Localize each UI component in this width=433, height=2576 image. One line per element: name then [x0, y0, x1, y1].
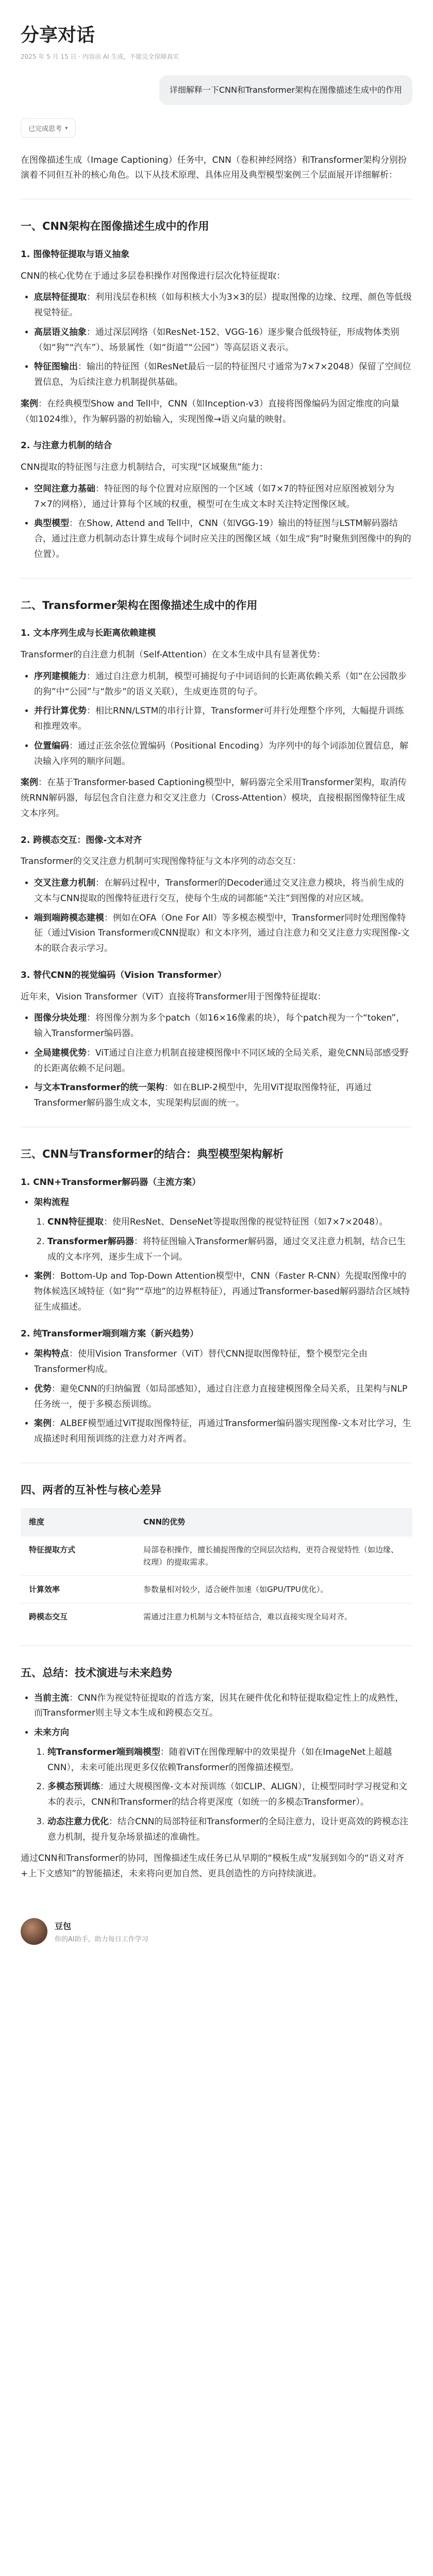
list-item: • 端到端跨模态建模：例如在OFA（One For All）等多模态模型中，Transformer同时处理图像特征（通过Vision Transformer或CNN提取）和文本序列，通过自注意力和交叉注意力实现图像-文本的联合表示学习。	[34, 911, 412, 957]
list-item: 3. 动态注意力优化：结合CNN的局部特征和Transformer的全局注意力，设计更高效的跨模态注意力机制，提升复杂场景描述的准确性。	[47, 1815, 412, 1845]
table-row	[21, 1536, 412, 1575]
author-desc: 你的AI助手，助力每日工作学习	[55, 1935, 148, 1943]
table-header-row	[21, 1508, 412, 1536]
thinking-label: 已完成思考	[28, 125, 62, 133]
table-cell: 跨模态交互	[21, 1603, 135, 1630]
list-item: 2. 多模态预训练：通过大规模图像-文本对预训练（如CLIP、ALIGN），让模型同时学习视觉和文本的表示，CNN和Transformer的结合将更深度（如统一的多模态Transformer）。	[47, 1780, 412, 1810]
user-message-row	[21, 75, 412, 105]
avatar	[21, 1918, 47, 1945]
case-paragraph: 案例：在基于Transformer-based Captioning模型中，解码器完全采用Transformer架构，取消传统RNN解码器，每层包含自注意力和交叉注意力（Cross-Attention）模块，直接根据图像特征生成文本序列。	[21, 777, 407, 819]
table-row	[21, 1603, 412, 1630]
table-header-cell: 维度	[21, 1508, 135, 1536]
list-item: • 未来方向 1. 纯Transformer端到端模型：随着ViT在图像理解中的效果提升（如在ImageNet上超越CNN），未来可能出现更多仅依赖Transformer的图像描述模型。 2. 多模态预训练：通过大规模图像-文本对预训练（如CLIP、ALIGN），让模型同时学习视觉和文本的表示，CNN和Transformer的结合将更深度（如统一的多模态Transformer）。 3. 动态注意力优化：结合CNN的局部特征和Transformer的全局注意力，设计更高效的跨模态注意力机制，提升复杂场景描述的准确性。	[34, 1725, 412, 1845]
bullet-list	[21, 1195, 412, 1315]
author-name: 豆包	[55, 1921, 72, 1931]
bullet-list	[21, 290, 412, 391]
list-item: • 特征图输出：输出的特征图（如ResNet最后一层的特征图尺寸通常为7×7×2048）保留了空间位置信息，为后续注意力机制提供基础。	[34, 360, 412, 391]
page-title: 分享对话	[21, 25, 95, 46]
list-item: • 并行计算优势：相比RNN/LSTM的串行计算，Transformer可并行处理整个序列，大幅提升训练和推理效率。	[34, 704, 412, 735]
list-item: • 案例：ALBEF模型通过ViT提取图像特征，再通过Transformer编码器实现图像-文本对比学习，生成描述时利用预训练的注意力对齐两者。	[34, 1416, 412, 1447]
subsection-heading: 2. 跨模态交互：图像-文本对齐	[21, 835, 142, 845]
chevron-down-icon: ▾	[65, 124, 68, 131]
list-item: • 当前主流：CNN作为视觉特征提取的首选方案，因其在硬件优化和特征提取稳定性上的成熟性，而Transformer则主导文本生成和跨模态交互。	[34, 1691, 412, 1722]
paragraph: CNN的核心优势在于通过多层卷积操作对图像进行层次化特征提取：	[21, 270, 286, 281]
table-cell: 计算效率	[21, 1575, 135, 1603]
list-item: • 案例：Bottom-Up and Top-Down Attention模型中，CNN（Faster R-CNN）先提取图像中的物体候选区域特征（如“狗”“草地”的边界框特征），再通过Transformer-based解码器结合区域特征生成描述。	[34, 1269, 412, 1315]
paragraph: Transformer的自注意力机制（Self-Attention）在文本生成中具有显著优势：	[21, 650, 326, 660]
list-item: 1. 纯Transformer端到端模型：随着ViT在图像理解中的效果提升（如在ImageNet上超越CNN），未来可能出现更多仅依赖Transformer的图像描述模型。	[47, 1745, 412, 1776]
numbered-list	[34, 1745, 412, 1845]
bullet-list	[21, 669, 412, 770]
section-heading: 二、Transformer架构在图像描述生成中的作用	[21, 599, 258, 612]
paragraph: CNN提取的特征图与注意力机制结合，可实现“区域聚焦”能力：	[21, 462, 268, 473]
section-heading: 四、两者的互补性与核心差异	[21, 1483, 161, 1496]
page-meta: 2025 年 5 月 15 日 · 内容由 AI 生成，不能完全保障真实	[21, 53, 179, 60]
list-item: • 序列建模能力：通过自注意力机制，模型可捕捉句子中词语间的长距离依赖关系（如“在公园散步的狗”中“公园”与“散步”的语义关联），生成更连贯的句子。	[34, 669, 412, 700]
bullet-list	[21, 876, 412, 957]
list-item: • 与文本Transformer的统一架构：如在BLIP-2模型中，先用ViT提取图像特征，再通过Transformer解码器生成文本，实现架构层面的统一。	[34, 1080, 412, 1111]
list-item: • 高层语义抽象：通过深层网络（如ResNet-152、VGG-16）逐步聚合低级特征，形成物体类别（如“狗”“汽车”）、场景属性（如“街道”“公园”）等高层语义表示。	[34, 325, 412, 356]
subsection-heading: 1. 图像特征提取与语义抽象	[21, 249, 130, 260]
table-row	[21, 1575, 412, 1603]
list-item: • 交叉注意力机制：在解码过程中，Transformer的Decoder通过交叉注意力模块，将当前生成的文本与CNN提取的图像特征进行交互，使每个生成的词都能“关注”到图像的对应区域。	[34, 876, 412, 907]
bullet-list	[21, 1691, 412, 1845]
author-info	[55, 1920, 148, 1943]
list-item: 2. Transformer解码器：将特征图输入Transformer解码器，通过交叉注意力机制，结合已生成的文本序列，逐步生成下一个词。	[47, 1234, 412, 1265]
subsection-heading: 2. 与注意力机制的结合	[21, 440, 112, 451]
list-item: • 全局建模优势：ViT通过自注意力机制直接建模图像中不同区域的全局关系，避免CNN局部感受野的长距离依赖不足问题。	[34, 1046, 412, 1077]
table-header-cell: CNN的优势	[135, 1508, 412, 1536]
list-item: • 架构特点：使用Vision Transformer（ViT）替代CNN提取图像特征，整个模型完全由Transformer构成。	[34, 1347, 412, 1378]
list-item: • 优势：避免CNN的归纳偏置（如局部感知），通过自注意力直接建模图像全局关系，且架构与NLP任务统一，便于多模态预训练。	[34, 1382, 412, 1413]
list-item: • 空间注意力基础：特征图的每个位置对应原图的一个区域（如7×7的特征图对应原图被划分为7×7的网格），通过计算每个区域的权重，模型可在生成文本时关注特定图像区域。	[34, 482, 412, 513]
comparison-table	[21, 1508, 412, 1630]
subsection-heading: 2. 纯Transformer端到端方案（新兴趋势）	[21, 1328, 199, 1339]
subsection-heading: 1. CNN+Transformer解码器（主流方案）	[21, 1177, 201, 1188]
list-item: • 架构流程 1. CNN特征提取：使用ResNet、DenseNet等提取图像的视觉特征图（如7×7×2048）。 2. Transformer解码器：将特征图输入Transformer解码器，通过交叉注意力机制，结合已生成的文本序列，逐步生成下一个词。	[34, 1195, 412, 1265]
list-item: • 典型模型：在Show, Attend and Tell中，CNN（如VGG-19）输出的特征图与LSTM解码器结合，通过注意力机制动态计算生成每个词时应关注的图像区域（如生成“狗”时聚焦到图像中的狗的位置）。	[34, 516, 412, 562]
bullet-list	[21, 1011, 412, 1111]
paragraph: 近年来，Vision Transformer（ViT）直接将Transformer用于图像特征提取：	[21, 991, 326, 1002]
author-card[interactable]	[21, 1918, 412, 1945]
case-paragraph: 案例：在经典模型Show and Tell中，CNN（如Inception-v3）直接将图像编码为固定维度的向量（如1024维），作为解码器的初始输入，实现图像→语义向量的映射。	[21, 398, 399, 425]
thinking-toggle[interactable]	[21, 118, 76, 138]
list-item: • 底层特征提取：利用浅层卷积核（如每积核大小为3×3的层）提取图像的边缘、纹理、颜色等低级视觉特征。	[34, 290, 412, 321]
table-cell: 需通过注意力机制与文本特征结合，难以直接实现全局对齐。	[135, 1603, 412, 1630]
paragraph: Transformer的交叉注意力机制可实现图像特征与文本序列的动态交互：	[21, 856, 302, 867]
bullet-list	[21, 482, 412, 563]
subsection-heading: 1. 文本序列生成与长距离依赖建模	[21, 628, 156, 639]
numbered-list	[34, 1215, 412, 1265]
list-item: 1. CNN特征提取：使用ResNet、DenseNet等提取图像的视觉特征图（如7×7×2048）。	[47, 1215, 412, 1230]
assistant-answer	[21, 153, 412, 1882]
divider	[21, 578, 412, 579]
table-cell: 特征提取方式	[21, 1536, 135, 1575]
user-message-bubble: 详细解释一下CNN和Transformer架构在图像描述生成中的作用	[159, 75, 412, 105]
bullet-list	[21, 1347, 412, 1447]
answer-intro: 在图像描述生成（Image Captioning）任务中，CNN（卷积神经网络）和Transformer架构分别扮演着不同但互补的核心角色。以下从技术原理、具体应用及典型模型案例三个层面展开详细解析：	[21, 155, 407, 181]
list-item: • 图像分块处理：将图像分割为多个patch（如16×16像素的块），每个patch视为一个“token”，输入Transformer编码器。	[34, 1011, 412, 1042]
section-heading: 三、CNN与Transformer的结合：典型模型架构解析	[21, 1147, 284, 1160]
table-cell: 局部卷积操作，擅长捕捉图像的空间层次结构，更符合视觉特性（如边缘、纹理）的提取需求。	[135, 1536, 412, 1575]
list-item: • 位置编码：通过正弦余弦位置编码（Positional Encoding）为序列中的每个词添加位置信息，解决输入序列的顺序问题。	[34, 739, 412, 770]
table-cell: 参数量相对较少，适合硬件加速（如GPU/TPU优化）。	[135, 1575, 412, 1603]
subsection-heading: 3. 替代CNN的视觉编码（Vision Transformer）	[21, 970, 227, 980]
section-heading: 一、CNN架构在图像描述生成中的作用	[21, 220, 209, 233]
section-heading: 五、总结：技术演进与未来趋势	[21, 1666, 172, 1679]
conclusion-paragraph: 通过CNN和Transformer的协同，图像描述生成任务已从早期的“模板生成”发展到如今的“语义对齐+上下文感知”的智能描述，未来将向更加自然、更具创造性的方向持续演进。	[21, 1853, 404, 1879]
